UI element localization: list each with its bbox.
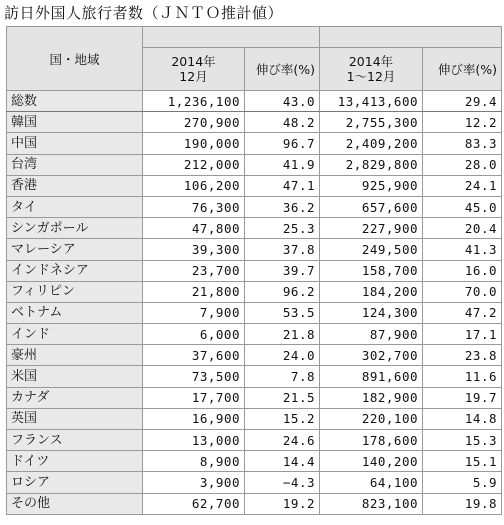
country-name-cell: タイ [7, 196, 143, 217]
december-growth-cell: 96.7 [245, 133, 320, 154]
year-growth-header: 伸び率(%) [423, 48, 502, 91]
december-growth-cell: 24.6 [245, 430, 320, 451]
country-name-cell: シンガポール [7, 218, 143, 239]
year-growth-cell: 11.6 [423, 366, 502, 387]
december-header-line2: 12月 [179, 69, 208, 84]
year-growth-cell: 70.0 [423, 281, 502, 302]
country-name-cell: ドイツ [7, 451, 143, 472]
year-header-line2: 1〜12月 [346, 69, 396, 84]
december-growth-cell: 43.0 [245, 91, 320, 112]
december-visitors-cell: 76,300 [143, 196, 245, 217]
year-growth-cell: 14.8 [423, 408, 502, 429]
year-growth-cell: 45.0 [423, 196, 502, 217]
december-visitors-cell: 190,000 [143, 133, 245, 154]
country-name-cell: 中国 [7, 133, 143, 154]
table-row [7, 302, 502, 323]
december-group-header [143, 27, 320, 48]
table-row [7, 133, 502, 154]
visitor-table [6, 26, 502, 515]
december-visitors-cell: 106,200 [143, 175, 245, 196]
country-name-cell: インド [7, 324, 143, 345]
year-visitors-cell: 657,600 [320, 196, 423, 217]
year-growth-cell: 15.3 [423, 430, 502, 451]
table-row [7, 281, 502, 302]
table-row [7, 472, 502, 493]
december-growth-cell: 48.2 [245, 112, 320, 133]
december-growth-cell: 53.5 [245, 302, 320, 323]
december-growth-cell: 24.0 [245, 345, 320, 366]
december-column-header [143, 48, 245, 91]
december-growth-header: 伸び率(%) [245, 48, 320, 91]
table-row [7, 91, 502, 112]
year-visitors-cell: 227,900 [320, 218, 423, 239]
year-visitors-cell: 220,100 [320, 408, 423, 429]
country-name-cell: 香港 [7, 175, 143, 196]
table-row [7, 260, 502, 281]
country-name-cell: 韓国 [7, 112, 143, 133]
year-growth-cell: 28.0 [423, 154, 502, 175]
year-visitors-cell: 891,600 [320, 366, 423, 387]
country-name-cell: ロシア [7, 472, 143, 493]
table-row [7, 430, 502, 451]
table-row [7, 345, 502, 366]
year-visitors-cell: 178,600 [320, 430, 423, 451]
year-growth-cell: 47.2 [423, 302, 502, 323]
year-growth-cell: 19.8 [423, 493, 502, 514]
year-visitors-cell: 87,900 [320, 324, 423, 345]
year-visitors-cell: 124,300 [320, 302, 423, 323]
december-visitors-cell: 73,500 [143, 366, 245, 387]
table-row [7, 451, 502, 472]
table-row [7, 218, 502, 239]
december-growth-cell: 7.8 [245, 366, 320, 387]
year-growth-cell: 83.3 [423, 133, 502, 154]
year-growth-cell: 5.9 [423, 472, 502, 493]
year-visitors-cell: 64,100 [320, 472, 423, 493]
country-name-cell: 米国 [7, 366, 143, 387]
country-name-cell: インドネシア [7, 260, 143, 281]
december-growth-cell: 21.8 [245, 324, 320, 345]
december-visitors-cell: 13,000 [143, 430, 245, 451]
december-visitors-cell: 3,900 [143, 472, 245, 493]
december-growth-cell: 37.8 [245, 239, 320, 260]
country-name-cell: マレーシア [7, 239, 143, 260]
year-growth-cell: 12.2 [423, 112, 502, 133]
year-growth-cell: 20.4 [423, 218, 502, 239]
year-visitors-cell: 249,500 [320, 239, 423, 260]
year-visitors-cell: 184,200 [320, 281, 423, 302]
year-header-line1: 2014年 [348, 54, 394, 69]
december-visitors-cell: 37,600 [143, 345, 245, 366]
table-row [7, 387, 502, 408]
year-growth-cell: 19.7 [423, 387, 502, 408]
december-visitors-cell: 212,000 [143, 154, 245, 175]
table-row [7, 239, 502, 260]
december-visitors-cell: 6,000 [143, 324, 245, 345]
year-visitors-cell: 2,829,800 [320, 154, 423, 175]
december-visitors-cell: 270,900 [143, 112, 245, 133]
country-column-header: 国・地域 [7, 27, 143, 91]
year-growth-cell: 23.8 [423, 345, 502, 366]
table-body [7, 91, 502, 515]
december-growth-cell: 36.2 [245, 196, 320, 217]
december-visitors-cell: 1,236,100 [143, 91, 245, 112]
december-visitors-cell: 62,700 [143, 493, 245, 514]
december-growth-cell: 25.3 [245, 218, 320, 239]
december-growth-cell: 41.9 [245, 154, 320, 175]
year-visitors-cell: 182,900 [320, 387, 423, 408]
year-growth-cell: 24.1 [423, 175, 502, 196]
december-growth-cell: 15.2 [245, 408, 320, 429]
table-row [7, 154, 502, 175]
year-growth-cell: 16.0 [423, 260, 502, 281]
table-row [7, 493, 502, 514]
country-name-cell: カナダ [7, 387, 143, 408]
header-band-row [7, 27, 502, 48]
year-column-header [320, 48, 423, 91]
december-visitors-cell: 16,900 [143, 408, 245, 429]
december-growth-cell: 19.2 [245, 493, 320, 514]
year-visitors-cell: 140,200 [320, 451, 423, 472]
december-growth-cell: 96.2 [245, 281, 320, 302]
december-growth-cell: 14.4 [245, 451, 320, 472]
december-growth-cell: −4.3 [245, 472, 320, 493]
year-group-header [320, 27, 502, 48]
december-growth-cell: 47.1 [245, 175, 320, 196]
country-name-cell: その他 [7, 493, 143, 514]
year-visitors-cell: 158,700 [320, 260, 423, 281]
country-name-cell: フィリピン [7, 281, 143, 302]
year-growth-cell: 41.3 [423, 239, 502, 260]
december-growth-cell: 39.7 [245, 260, 320, 281]
table-row [7, 175, 502, 196]
table-row [7, 366, 502, 387]
december-visitors-cell: 39,300 [143, 239, 245, 260]
december-visitors-cell: 21,800 [143, 281, 245, 302]
year-visitors-cell: 823,100 [320, 493, 423, 514]
table-title: 訪日外国人旅行者数（ＪＮＴＯ推計値） [4, 4, 284, 22]
country-name-cell: 台湾 [7, 154, 143, 175]
december-visitors-cell: 47,800 [143, 218, 245, 239]
country-name-cell: 豪州 [7, 345, 143, 366]
december-visitors-cell: 17,700 [143, 387, 245, 408]
december-growth-cell: 21.5 [245, 387, 320, 408]
table-row [7, 112, 502, 133]
country-name-cell: 総数 [7, 91, 143, 112]
year-growth-cell: 29.4 [423, 91, 502, 112]
year-visitors-cell: 2,409,200 [320, 133, 423, 154]
table-row [7, 324, 502, 345]
year-visitors-cell: 925,900 [320, 175, 423, 196]
december-visitors-cell: 7,900 [143, 302, 245, 323]
december-visitors-cell: 23,700 [143, 260, 245, 281]
year-visitors-cell: 2,755,300 [320, 112, 423, 133]
december-header-line1: 2014年 [171, 54, 216, 69]
table-row [7, 196, 502, 217]
year-visitors-cell: 302,700 [320, 345, 423, 366]
country-name-cell: 英国 [7, 408, 143, 429]
country-name-cell: ベトナム [7, 302, 143, 323]
table-row [7, 408, 502, 429]
country-name-cell: フランス [7, 430, 143, 451]
december-visitors-cell: 8,900 [143, 451, 245, 472]
year-growth-cell: 17.1 [423, 324, 502, 345]
year-visitors-cell: 13,413,600 [320, 91, 423, 112]
year-growth-cell: 15.1 [423, 451, 502, 472]
